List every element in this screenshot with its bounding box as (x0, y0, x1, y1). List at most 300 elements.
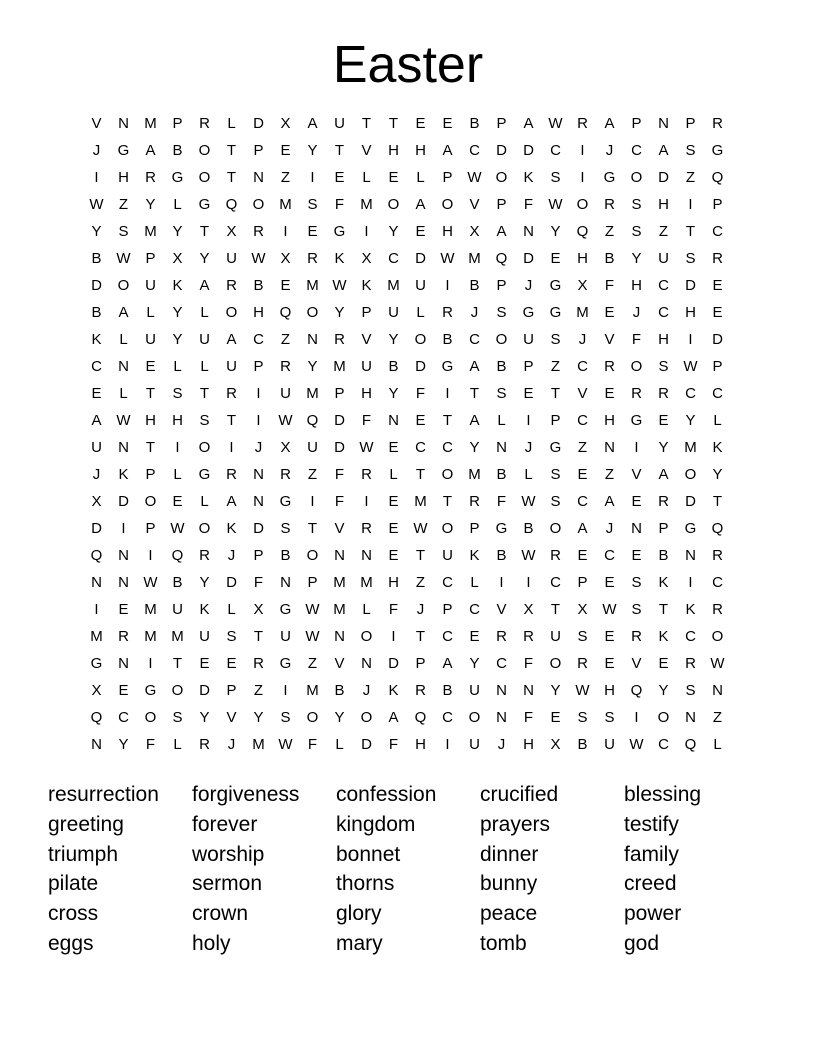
grid-letter: Z (118, 196, 129, 213)
grid-letter: L (416, 304, 425, 321)
grid-letter: E (469, 628, 480, 645)
word-list-item: tomb (480, 931, 527, 955)
grid-letter: W (116, 250, 131, 267)
grid-letter: E (604, 574, 615, 591)
grid-letter: H (388, 574, 399, 591)
grid-letter: N (523, 223, 534, 240)
grid-letter: T (685, 223, 696, 240)
grid-letter: H (523, 736, 534, 753)
grid-letter: I (148, 547, 153, 564)
grid-letter: O (630, 358, 643, 375)
grid-letter: R (631, 628, 642, 645)
grid-letter: W (710, 655, 725, 672)
grid-letter: Y (388, 223, 399, 240)
grid-letter: O (441, 466, 454, 483)
grid-letter: R (577, 115, 588, 132)
grid-row (83, 191, 731, 218)
grid-letter: X (550, 736, 561, 753)
grid-letter: T (550, 601, 561, 618)
grid-letter: I (526, 412, 531, 429)
grid-letter: N (307, 331, 318, 348)
grid-letter: B (577, 736, 588, 753)
grid-letter: Q (630, 682, 643, 699)
grid-letter: O (657, 709, 670, 726)
grid-letter: K (334, 250, 345, 267)
grid-letter: C (469, 601, 480, 618)
grid-letter: P (307, 574, 318, 591)
grid-letter: K (226, 520, 237, 537)
grid-letter: C (712, 223, 723, 240)
grid-letter: F (307, 736, 318, 753)
grid-letter: R (307, 250, 318, 267)
grid-letter: R (469, 493, 480, 510)
grid-letter: J (632, 304, 641, 321)
grid-row (83, 623, 731, 650)
grid-letter: A (658, 142, 669, 159)
grid-letter: G (279, 601, 292, 618)
grid-letter: F (145, 736, 156, 753)
grid-letter: I (229, 439, 234, 456)
grid-row (83, 218, 731, 245)
grid-letter: E (388, 439, 399, 456)
grid-letter: W (548, 115, 563, 132)
grid-letter: A (658, 466, 669, 483)
word-list-item: kingdom (336, 812, 416, 836)
grid-letter: R (604, 196, 615, 213)
word-list-item: bunny (480, 872, 538, 896)
grid-letter: B (253, 277, 264, 294)
grid-letter: C (631, 142, 642, 159)
grid-letter: N (118, 547, 129, 564)
grid-letter: N (253, 169, 264, 186)
grid-letter: R (712, 547, 723, 564)
grid-letter: K (658, 574, 669, 591)
grid-letter: W (251, 250, 266, 267)
word-list-item: holy (192, 931, 231, 955)
grid-letter: M (387, 277, 400, 294)
grid-letter: H (415, 142, 426, 159)
grid-letter: R (334, 331, 345, 348)
grid-letter: I (94, 601, 99, 618)
grid-letter: U (442, 547, 453, 564)
grid-letter: Y (550, 682, 561, 699)
grid-letter: I (688, 331, 693, 348)
grid-letter: O (630, 169, 643, 186)
grid-letter: Y (145, 196, 156, 213)
grid-letter: D (226, 574, 237, 591)
grid-letter: X (361, 250, 372, 267)
grid-letter: Y (469, 439, 480, 456)
grid-letter: A (604, 493, 615, 510)
word-list-item: bonnet (336, 842, 401, 866)
grid-letter: J (92, 142, 101, 159)
word-list-item: pilate (48, 872, 99, 896)
grid-letter: V (631, 655, 642, 672)
grid-letter: N (334, 628, 345, 645)
grid-letter: C (388, 250, 399, 267)
grid-letter: S (307, 196, 318, 213)
grid-row (83, 569, 731, 596)
grid-letter: O (549, 655, 562, 672)
grid-letter: K (118, 466, 129, 483)
grid-letter: P (145, 520, 156, 537)
grid-letter: G (171, 169, 184, 186)
grid-letter: X (469, 223, 480, 240)
grid-letter: B (172, 142, 183, 159)
grid-letter: E (118, 601, 129, 618)
grid-letter: S (172, 385, 183, 402)
grid-letter: N (118, 574, 129, 591)
grid-letter: V (577, 385, 588, 402)
grid-letter: Y (469, 655, 480, 672)
grid-letter: N (91, 736, 102, 753)
grid-letter: L (200, 493, 209, 510)
grid-letter: P (577, 574, 588, 591)
grid-letter: I (634, 439, 639, 456)
grid-letter: R (577, 655, 588, 672)
grid-letter: J (362, 682, 371, 699)
grid-letter: D (712, 331, 723, 348)
grid-letter: B (469, 277, 480, 294)
grid-letter: A (523, 115, 534, 132)
grid-letter: I (634, 709, 639, 726)
grid-letter: O (198, 169, 211, 186)
grid-letter: B (388, 358, 399, 375)
grid-letter: X (280, 115, 291, 132)
grid-letter: Z (658, 223, 669, 240)
grid-letter: W (278, 412, 293, 429)
grid-letter: X (523, 601, 534, 618)
grid-letter: N (658, 115, 669, 132)
grid-letter: W (143, 574, 158, 591)
grid-row (83, 461, 731, 488)
grid-letter: D (685, 493, 696, 510)
word-list-item: eggs (48, 931, 94, 955)
grid-letter: S (604, 709, 615, 726)
grid-letter: Q (279, 304, 292, 321)
grid-letter: O (684, 466, 697, 483)
grid-letter: S (550, 493, 561, 510)
grid-letter: T (415, 466, 426, 483)
grid-letter: O (360, 628, 373, 645)
grid-letter: M (306, 277, 319, 294)
word-list-item: thorns (336, 872, 395, 896)
grid-row (83, 137, 731, 164)
grid-letter: P (631, 115, 642, 132)
grid-letter: Y (712, 466, 723, 483)
grid-letter: O (144, 493, 157, 510)
grid-letter: N (334, 547, 345, 564)
word-list-item: mary (336, 931, 383, 955)
grid-letter: P (145, 466, 156, 483)
grid-letter: O (117, 277, 130, 294)
grid-letter: P (712, 196, 723, 213)
grid-letter: S (685, 682, 696, 699)
grid-letter: E (577, 466, 588, 483)
grid-letter: A (496, 223, 507, 240)
grid-letter: I (445, 277, 450, 294)
grid-letter: C (442, 574, 453, 591)
grid-letter: M (360, 574, 373, 591)
grid-letter: A (577, 520, 588, 537)
grid-letter: C (550, 574, 561, 591)
grid-letter: K (388, 682, 399, 699)
grid-letter: C (577, 358, 588, 375)
grid-letter: N (118, 655, 129, 672)
grid-letter: P (253, 358, 264, 375)
grid-letter: D (415, 250, 426, 267)
grid-letter: T (442, 493, 453, 510)
grid-letter: P (442, 601, 453, 618)
grid-letter: E (334, 169, 345, 186)
grid-letter: S (172, 709, 183, 726)
grid-letter: A (118, 304, 129, 321)
grid-letter: E (604, 655, 615, 672)
grid-letter: X (226, 223, 237, 240)
grid-letter: Y (658, 682, 669, 699)
grid-letter: V (604, 331, 615, 348)
grid-letter: Y (658, 439, 669, 456)
grid-letter: H (685, 304, 696, 321)
grid-letter: S (226, 628, 237, 645)
grid-letter: O (576, 196, 589, 213)
grid-letter: N (712, 682, 723, 699)
grid-letter: D (199, 682, 210, 699)
grid-letter: L (362, 601, 371, 618)
grid-letter: W (89, 196, 104, 213)
grid-letter: R (199, 547, 210, 564)
grid-letter: K (523, 169, 534, 186)
grid-letter: M (306, 682, 319, 699)
grid-letter: A (604, 115, 615, 132)
grid-letter: G (279, 655, 292, 672)
grid-letter: I (391, 628, 396, 645)
grid-letter: C (550, 142, 561, 159)
grid-letter: N (91, 574, 102, 591)
grid-letter: I (256, 412, 261, 429)
grid-row (83, 731, 731, 758)
grid-letter: C (712, 574, 723, 591)
grid-letter: E (172, 493, 183, 510)
grid-letter: C (118, 709, 129, 726)
grid-letter: M (414, 493, 427, 510)
grid-letter: M (468, 466, 481, 483)
grid-letter: P (469, 520, 480, 537)
word-list-item: glory (336, 902, 382, 926)
grid-letter: V (334, 520, 345, 537)
grid-letter: D (685, 277, 696, 294)
grid-letter: Z (712, 709, 723, 726)
grid-letter: L (389, 466, 398, 483)
grid-letter: W (170, 520, 185, 537)
grid-letter: B (91, 250, 102, 267)
grid-letter: M (306, 385, 319, 402)
grid-letter: E (631, 547, 642, 564)
grid-letter: R (280, 466, 291, 483)
grid-letter: R (415, 682, 426, 699)
grid-letter: Z (280, 169, 291, 186)
grid-letter: M (144, 628, 157, 645)
grid-letter: U (361, 358, 372, 375)
grid-letter: L (713, 736, 722, 753)
grid-letter: Q (225, 196, 238, 213)
grid-letter: E (415, 115, 426, 132)
grid-letter: I (580, 169, 585, 186)
grid-letter: E (388, 520, 399, 537)
word-list-item: forever (192, 812, 258, 836)
grid-letter: S (550, 169, 561, 186)
grid-letter: T (469, 385, 480, 402)
grid-letter: Z (604, 223, 615, 240)
grid-letter: L (497, 412, 506, 429)
grid-letter: R (604, 358, 615, 375)
grid-row (83, 245, 731, 272)
grid-row (83, 677, 731, 704)
grid-letter: A (415, 196, 426, 213)
grid-letter: C (658, 736, 669, 753)
grid-letter: S (577, 628, 588, 645)
grid-letter: G (630, 412, 643, 429)
grid-letter: Z (577, 439, 588, 456)
grid-letter: A (199, 277, 210, 294)
grid-row (83, 407, 731, 434)
grid-letter: X (253, 601, 264, 618)
grid-letter: C (685, 628, 696, 645)
grid-letter: W (440, 250, 455, 267)
grid-letter: R (118, 628, 129, 645)
grid-letter: U (469, 736, 480, 753)
grid-letter: K (658, 628, 669, 645)
grid-letter: I (580, 142, 585, 159)
grid-letter: F (523, 709, 534, 726)
grid-letter: M (333, 601, 346, 618)
grid-letter: H (631, 277, 642, 294)
grid-row (83, 326, 731, 353)
grid-letter: R (523, 628, 534, 645)
grid-letter: L (227, 115, 236, 132)
grid-letter: Y (307, 142, 318, 159)
grid-letter: P (361, 304, 372, 321)
grid-row (83, 434, 731, 461)
grid-letter: U (199, 628, 210, 645)
word-list-item: power (624, 902, 682, 926)
grid-letter: B (523, 520, 534, 537)
page-title: Easter (332, 36, 484, 94)
grid-letter: C (253, 331, 264, 348)
grid-letter: G (441, 358, 454, 375)
grid-letter: Y (550, 223, 561, 240)
grid-letter: M (252, 736, 265, 753)
grid-letter: M (144, 115, 157, 132)
grid-letter: U (280, 385, 291, 402)
grid-letter: X (91, 682, 102, 699)
grid-letter: T (199, 223, 210, 240)
grid-letter: V (496, 601, 507, 618)
grid-letter: L (470, 574, 479, 591)
grid-row (83, 164, 731, 191)
grid-letter: O (441, 196, 454, 213)
grid-letter: D (118, 493, 129, 510)
grid-letter: Q (495, 250, 508, 267)
grid-letter: J (416, 601, 425, 618)
grid-letter: J (254, 439, 263, 456)
grid-letter: A (226, 331, 237, 348)
grid-letter: L (119, 385, 128, 402)
grid-letter: E (280, 142, 291, 159)
grid-letter: C (91, 358, 102, 375)
grid-letter: L (173, 358, 182, 375)
word-list-item: prayers (480, 812, 551, 836)
grid-letter: B (442, 331, 453, 348)
grid-letter: R (658, 385, 669, 402)
grid-letter: W (629, 736, 644, 753)
grid-letter: A (442, 142, 453, 159)
grid-letter: M (90, 628, 103, 645)
grid-letter: G (90, 655, 103, 672)
grid-letter: R (631, 385, 642, 402)
grid-letter: X (577, 277, 588, 294)
grid-letter: E (388, 547, 399, 564)
grid-letter: Z (253, 682, 264, 699)
grid-letter: E (550, 250, 561, 267)
grid-letter: H (604, 412, 615, 429)
grid-letter: N (361, 547, 372, 564)
grid-letter: N (496, 439, 507, 456)
grid-letter: R (658, 493, 669, 510)
grid-letter: M (144, 601, 157, 618)
grid-letter: U (91, 439, 102, 456)
grid-letter: T (172, 655, 183, 672)
word-list-item: triumph (48, 842, 119, 866)
grid-letter: C (469, 142, 480, 159)
grid-letter: I (283, 223, 288, 240)
word-list-item: resurrection (48, 783, 159, 806)
grid-letter: X (91, 493, 102, 510)
grid-letter: X (172, 250, 183, 267)
grid-letter: G (711, 142, 724, 159)
grid-letter: C (415, 439, 426, 456)
grid-letter: B (658, 547, 669, 564)
grid-letter: Q (171, 547, 184, 564)
grid-letter: M (684, 439, 697, 456)
grid-letter: T (361, 115, 372, 132)
grid-letter: F (604, 277, 615, 294)
grid-row (83, 704, 731, 731)
grid-letter: R (712, 601, 723, 618)
grid-letter: L (200, 304, 209, 321)
grid-letter: V (631, 466, 642, 483)
grid-letter: R (496, 628, 507, 645)
grid-letter: H (145, 412, 156, 429)
grid-letter: L (146, 304, 155, 321)
grid-letter: K (91, 331, 102, 348)
word-list-item: testify (624, 812, 679, 836)
grid-letter: Q (576, 223, 589, 240)
grid-letter: Z (415, 574, 426, 591)
grid-letter: E (388, 493, 399, 510)
grid-letter: D (91, 277, 102, 294)
grid-letter: O (549, 520, 562, 537)
grid-letter: N (118, 358, 129, 375)
grid-letter: B (280, 547, 291, 564)
grid-letter: T (442, 412, 453, 429)
grid-letter: A (226, 493, 237, 510)
grid-letter: P (253, 142, 264, 159)
grid-letter: I (364, 493, 369, 510)
grid-letter: A (388, 709, 399, 726)
grid-letter: I (526, 574, 531, 591)
grid-letter: N (253, 493, 264, 510)
